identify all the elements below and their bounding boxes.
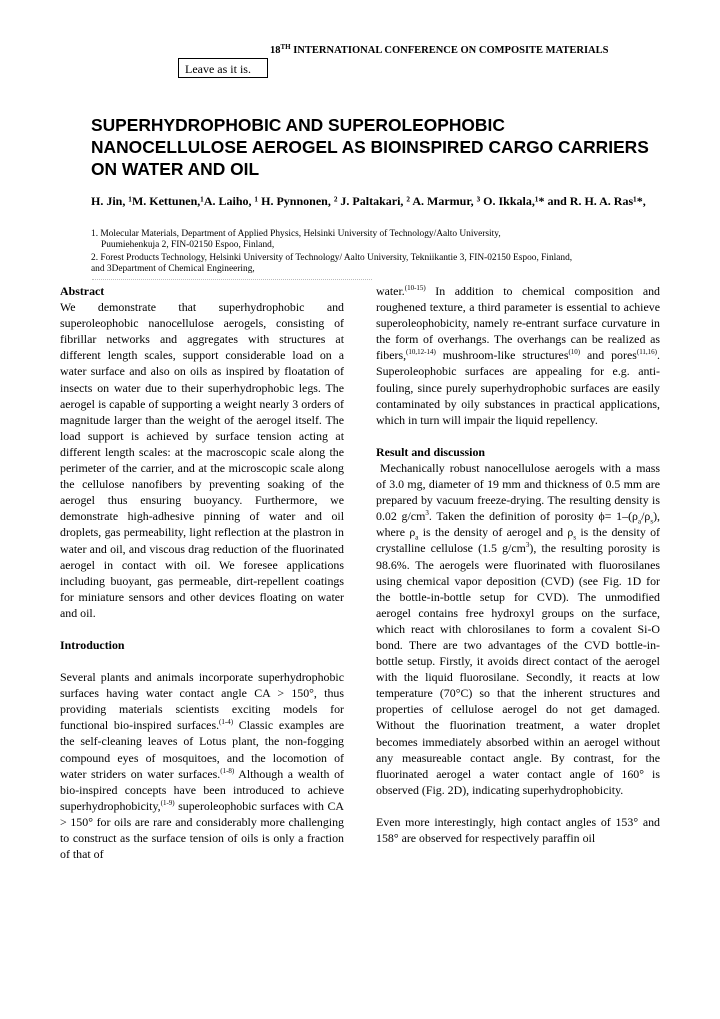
affiliation-1-line-2: Puumiehenkuja 2, FIN-02150 Espoo, Finland, (101, 240, 275, 250)
conference-superscript: TH (280, 43, 291, 51)
affiliation-1 (91, 229, 666, 251)
introduction-paragraph: Several plants and animals incorporate superhydrophobic surfaces having water contact angle CA > 150°, thus providing materials scientists exciting models for functional bio-inspired surfaces.$^{(1-4)}$ Classic examples are the self-cleaning leaves of Lotus plant, the non-fogging compound eyes of mosquitoes, and the locomotion of water striders on water surfaces.$^{(1-8)}$ Although a wealth of bio-inspired concepts have been introduced to achieve superhydrophobicity,$^{(1-9)}$ superoleophobic surfaces with CA > 150° for oils are rare and considerably more challenging to construct as the surface tension of oils is only a fraction of that of (60, 670, 344, 862)
paper-title: SUPERHYDROPHOBIC AND SUPEROLEOPHOBIC NANOCELLULOSE AEROGEL AS BIOINSPIRED CARGO CARRIERS ON WATER AND OIL (91, 115, 649, 179)
abstract-heading: Abstract (60, 284, 105, 298)
results-paragraph-2: Even more interestingly, high contact angles of 153° and 158° are observed for respectively paraffin oil (376, 814, 660, 845)
results-paragraph-1: Mechanically robust nanocellulose aerogels with a mass of 3.0 mg, diameter of 19 mm and thickness of 0.5 mm are prepared by vacuum freeze-drying. The resulting density is 0.02 $g/cm^3$. Taken the definition of porosity $\phi= 1-(\rho_a/\rho_s)$, where $\rho_a$ is the density of aerogel and $\rho_s$ is the density of crystalline cellulose (1.5 $g/cm^3$), the resulting porosity is 98.6%. The aerogels were fluorinated with fluorosilanes using chemical vapor deposition (CVD) (see Fig. 1D for the bottle-in-bottle setup for CVD). The unmodified aerogel contains free hydroxyl groups on the surface, which react with chlorosilanes to form a covalent Si-O bond. There are two advantages of the CVD bottle-in-bottle setup. Firstly, it avoids direct contact of the aerogel with the liquid fluorosilane. Secondly, it reacts at low temperature (70°C) so that the inherent structures and properties of cellulose aerogel do not get damaged. Without the fluorination treatment, a water droplet becomes immediately absorbed within an aerogel without any measureable contact angle. By contrast, for the fluorinated aerogel a water contact angle of 160° is observed (Fig. 2D), indicating superhydrophobicity. (376, 460, 661, 797)
affiliation-1-line-1: 1. Molecular Materials, Department of Applied Physics, Helsinki University of Technology/Aalto University, (91, 229, 501, 239)
affiliation-2-line-2: and 3Department of Chemical Engineering, (91, 264, 255, 274)
conference-header (270, 43, 609, 56)
author-list: H. Jin, ¹M. Kettunen,¹A. Laiho, ¹ H. Pynnonen, ² J. Paltakari, ² A. Marmur, ³ O. Ikkala,¹* and R. H. A. Ras¹*, (91, 194, 646, 208)
conference-name: INTERNATIONAL CONFERENCE ON COMPOSITE MATERIALS (290, 45, 609, 56)
conference-number: 18 (270, 45, 281, 56)
introduction-heading: Introduction (60, 637, 125, 652)
affiliation-divider (92, 279, 372, 280)
introduction-continued: water.$^{(10-15)}$ In addition to chemical composition and roughened texture, a third parameter is essential to achieve superoleophobicity, namely re-entrant surface curvature in the form of overhangs. The overhangs can be realized as fibers,$^{(10,12-14)}$ mushroom-like structures$^{(10)}$ and pores$^{(11,16)}$. Superoleophobic surfaces are appealing for e.g. anti-fouling, since purely superhydrophobic surfaces are easily contaminated by oily substances in practical applications, which in turn will impair the liquid repellency. (376, 284, 660, 427)
affiliation-2 (91, 253, 666, 275)
abstract-text: We demonstrate that superhydrophobic and superoleophobic nanocellulose aerogels, consisting of fibrillar networks and aggregates with structures at different length scales, support considerable load on a water surface and also on oils as inspired by floatation of insects on water due to their superhydrophobic legs. The aerogel is capable of supporting a weight nearly 3 orders of magnitude larger than the weight of the aerogel itself. The load support is achieved by surface tension acting at different length scales: at the macroscopic scale along the perimeter of the carrier, and at the microscopic scale along the cellulose nanofibers by preventing soaking of the aerogel thus ensuring buoyancy. Furthermore, we demonstrate high-adhesive pinning of water and oil droplets, gas permeability, light reflection at the plastron in water and oil, and viscous drag reduction of the fluorinated aerogel in contact with oil. We foresee applications including buoyant, gas permeable, dirt-repellent coatings for miniature sensors and other devices floating on water and oil. (60, 300, 344, 620)
leave-note-box: Leave as it is. (178, 58, 268, 78)
right-column (376, 283, 660, 846)
affiliation-2-line-1: 2. Forest Products Technology, Helsinki University of Technology/ Aalto University, Tekniikantie 3, FIN-02150 Espoo, Finland, (91, 253, 573, 263)
left-column (60, 283, 344, 862)
results-heading: Result and discussion (376, 444, 486, 459)
